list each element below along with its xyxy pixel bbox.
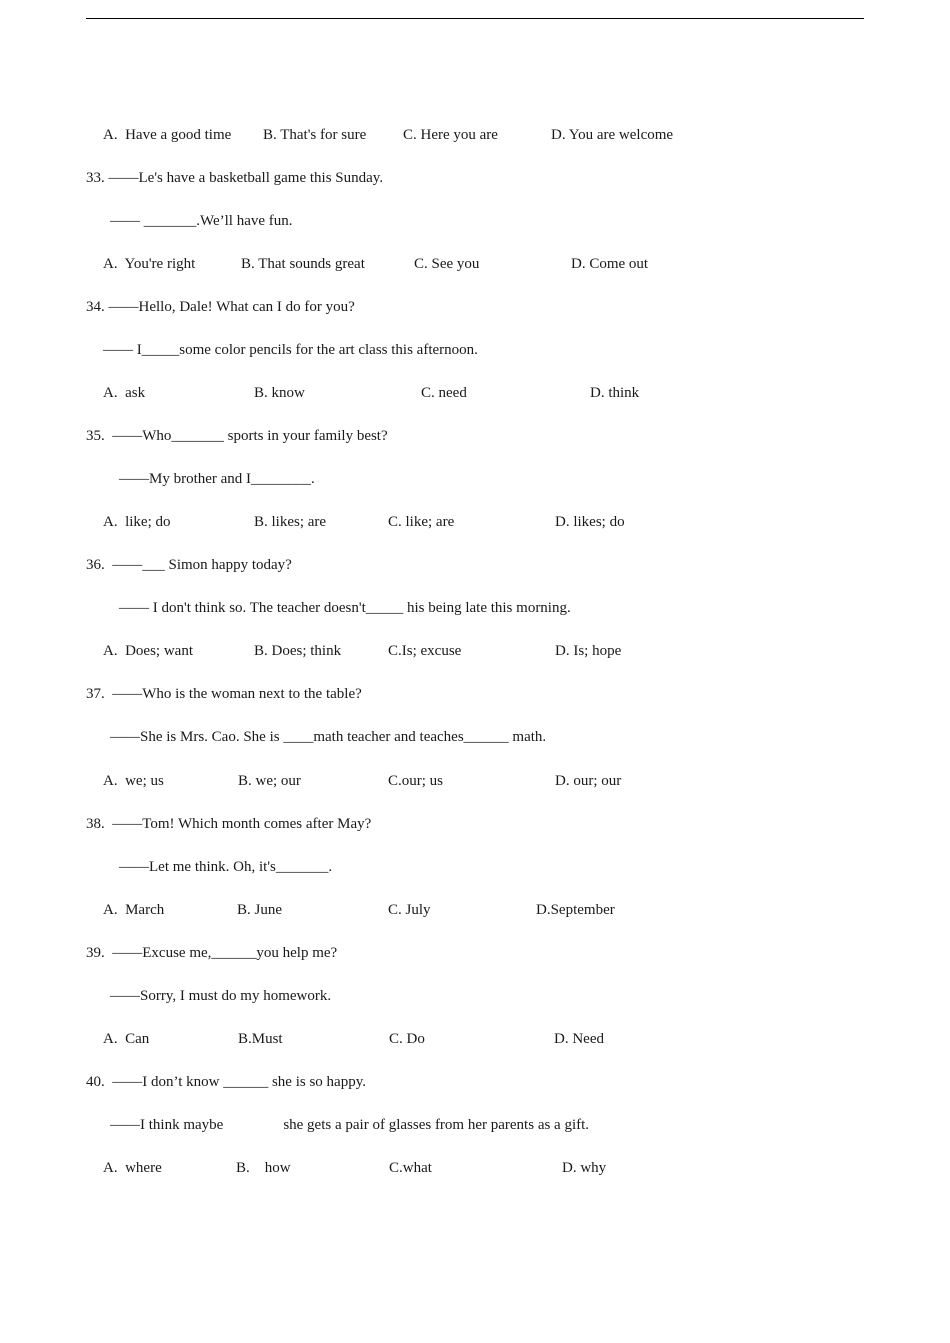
- q32-option-a[interactable]: A. Have a good time: [103, 127, 232, 143]
- q36-reply: —— I don't think so. The teacher doesn't_____ his being late this morning.: [119, 600, 571, 616]
- q35-option-c[interactable]: C. like; are: [388, 514, 455, 530]
- q40-option-a[interactable]: A. where: [103, 1160, 162, 1176]
- q34-option-b[interactable]: B. know: [254, 385, 305, 401]
- q39-option-b[interactable]: B.Must: [238, 1031, 283, 1047]
- q35-stem: 35. ——Who_______ sports in your family best?: [86, 428, 388, 444]
- q32-option-b[interactable]: B. That's for sure: [263, 127, 367, 143]
- q35-option-b[interactable]: B. likes; are: [254, 514, 327, 530]
- q38-reply: ——Let me think. Oh, it's_______.: [119, 859, 333, 875]
- q37-option-c[interactable]: C.our; us: [388, 773, 444, 789]
- q33-reply: —— _______.We’ll have fun.: [110, 213, 293, 229]
- q36-option-a[interactable]: A. Does; want: [103, 643, 193, 659]
- q32-option-c[interactable]: C. Here you are: [403, 127, 498, 143]
- q37-option-d[interactable]: D. our; our: [555, 773, 622, 789]
- q33-option-d[interactable]: D. Come out: [571, 256, 649, 272]
- q36-option-d[interactable]: D. Is; hope: [555, 643, 622, 659]
- q33-option-b[interactable]: B. That sounds great: [241, 256, 365, 272]
- q34-option-a[interactable]: A. ask: [103, 385, 146, 401]
- q32-option-d[interactable]: D. You are welcome: [551, 127, 674, 143]
- q33-option-c[interactable]: C. See you: [414, 256, 480, 272]
- q40-option-d[interactable]: D. why: [562, 1160, 607, 1176]
- q39-reply: ——Sorry, I must do my homework.: [110, 988, 332, 1004]
- q37-reply: ——She is Mrs. Cao. She is ____math teacher and teaches______ math.: [110, 729, 547, 745]
- q35-reply: ——My brother and I________.: [119, 471, 315, 487]
- q34-reply: —— I_____some color pencils for the art class this afternoon.: [103, 342, 478, 358]
- q38-option-d[interactable]: D.September: [536, 902, 615, 918]
- q40-reply: ——I think maybe she gets a pair of glasses from her parents as a gift.: [110, 1117, 590, 1133]
- q33-stem: 33. ——Le's have a basketball game this Sunday.: [86, 170, 384, 186]
- q36-option-c[interactable]: C.Is; excuse: [388, 643, 462, 659]
- q34-option-d[interactable]: D. think: [590, 385, 640, 401]
- q39-stem: 39. ——Excuse me,______you help me?: [86, 945, 338, 961]
- q33-option-a[interactable]: A. You're right: [103, 256, 196, 272]
- q36-stem: 36. ——___ Simon happy today?: [86, 557, 292, 573]
- q40-stem: 40. ——I don’t know ______ she is so happy.: [86, 1074, 366, 1090]
- q38-option-b[interactable]: B. June: [237, 902, 282, 918]
- q37-stem: 37. ——Who is the woman next to the table?: [86, 686, 362, 702]
- q37-option-b[interactable]: B. we; our: [238, 773, 301, 789]
- q36-option-b[interactable]: B. Does; think: [254, 643, 342, 659]
- q40-option-c[interactable]: C.what: [389, 1160, 432, 1176]
- q39-option-a[interactable]: A. Can: [103, 1031, 150, 1047]
- q39-option-d[interactable]: D. Need: [554, 1031, 604, 1047]
- q38-stem: 38. ——Tom! Which month comes after May?: [86, 816, 372, 832]
- q40-option-b[interactable]: B. how: [236, 1160, 291, 1176]
- q38-option-a[interactable]: A. March: [103, 902, 165, 918]
- q39-option-c[interactable]: C. Do: [389, 1031, 425, 1047]
- q35-option-a[interactable]: A. like; do: [103, 514, 171, 530]
- header-rule: [86, 18, 864, 19]
- q34-option-c[interactable]: C. need: [421, 385, 467, 401]
- q38-option-c[interactable]: C. July: [388, 902, 431, 918]
- q37-option-a[interactable]: A. we; us: [103, 773, 164, 789]
- q34-stem: 34. ——Hello, Dale! What can I do for you?: [86, 299, 355, 315]
- q35-option-d[interactable]: D. likes; do: [555, 514, 625, 530]
